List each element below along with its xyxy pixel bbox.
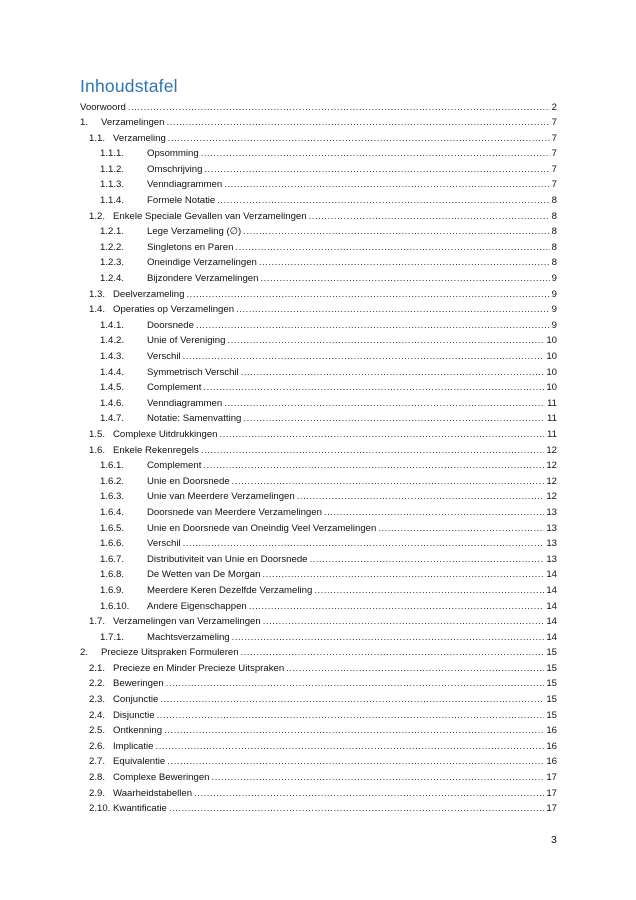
toc-entry-page: 16 xyxy=(546,756,557,768)
toc-entry-number: 1.1.4. xyxy=(100,195,125,207)
toc-entry-title[interactable]: Unie en Doorsnede xyxy=(147,475,230,487)
toc-entry[interactable] xyxy=(80,162,557,178)
toc-entry-page: 14 xyxy=(546,616,557,628)
toc-entry-title[interactable]: Implicatie xyxy=(113,740,154,752)
toc-entry-title[interactable]: Equivalentie xyxy=(113,756,166,768)
toc-entry[interactable] xyxy=(80,318,557,334)
toc-entry-page: 2 xyxy=(551,101,557,113)
toc-entry[interactable] xyxy=(80,645,557,661)
toc-entry-title[interactable]: Complexe Beweringen xyxy=(113,772,210,784)
dot-leader xyxy=(310,552,545,568)
toc-entry[interactable] xyxy=(80,146,557,162)
toc-entry-title[interactable]: Verzamelingen xyxy=(101,117,165,129)
toc-entry-page: 16 xyxy=(546,740,557,752)
dot-leader xyxy=(217,193,549,209)
toc-entry-page: 7 xyxy=(551,132,557,144)
toc-entry-number: 2.2. xyxy=(89,678,106,690)
toc-entry-number: 1.6.6. xyxy=(100,538,125,550)
toc-entry[interactable] xyxy=(80,349,557,365)
toc-entry-number: 1.6.7. xyxy=(100,553,125,565)
toc-entry-page: 12 xyxy=(546,491,557,503)
toc-entry[interactable] xyxy=(80,536,557,552)
dot-leader xyxy=(164,723,544,739)
toc-entry[interactable] xyxy=(80,552,557,568)
dot-leader xyxy=(224,396,545,412)
toc-entry[interactable] xyxy=(80,177,557,193)
toc-entry-title[interactable]: Enkele Rekenregels xyxy=(113,444,199,456)
toc-entry[interactable] xyxy=(80,380,557,396)
toc-entry-page: 17 xyxy=(546,803,557,815)
toc-entry[interactable] xyxy=(80,100,557,116)
toc-entry-title[interactable]: Disjunctie xyxy=(113,709,155,721)
toc-entry-page: 17 xyxy=(546,787,557,799)
toc-entry-number: 1.4.6. xyxy=(100,397,125,409)
toc-entry-number: 1.4.3. xyxy=(100,351,125,362)
toc-entry[interactable] xyxy=(80,614,557,630)
dot-leader xyxy=(201,443,544,459)
dot-leader xyxy=(262,567,544,583)
toc-entry-page: 15 xyxy=(546,709,557,721)
toc-entry-page: 13 xyxy=(546,522,557,534)
toc-entry-number: 1.6.10. xyxy=(100,600,130,612)
dot-leader xyxy=(309,209,550,225)
toc-entry-number: 2.5. xyxy=(89,725,106,737)
toc-entry-page: 15 xyxy=(546,678,557,690)
toc-entry-page: 17 xyxy=(546,772,557,784)
toc-entry[interactable] xyxy=(80,411,557,427)
toc-entry-page: 7 xyxy=(551,179,557,191)
toc-entry[interactable] xyxy=(80,692,557,708)
toc-entry[interactable] xyxy=(80,786,557,802)
toc-entry-page: 8 xyxy=(551,226,557,238)
toc-entry-number: 1.4.2. xyxy=(100,335,125,347)
toc-entry-title[interactable]: Andere Eigenschappen xyxy=(147,600,247,612)
toc-entry[interactable] xyxy=(80,489,557,505)
dot-leader xyxy=(196,318,550,334)
toc-entry-number: 1.2.4. xyxy=(100,273,125,285)
toc-entry-page: 10 xyxy=(546,366,557,378)
toc-entry-number: 1.6.2. xyxy=(100,475,125,487)
toc-entry-number: 1.2.2. xyxy=(100,241,125,253)
dot-leader xyxy=(203,458,544,474)
toc-entry[interactable] xyxy=(80,661,557,677)
dot-leader xyxy=(204,162,549,178)
toc-entry[interactable] xyxy=(80,708,557,724)
dot-leader xyxy=(259,255,550,271)
toc-entry-page: 7 xyxy=(551,163,557,175)
toc-entry-number: 2.6. xyxy=(89,740,106,752)
toc-entry-title[interactable]: Formele Notatie xyxy=(147,195,216,207)
toc-entry[interactable] xyxy=(80,474,557,490)
toc-entry[interactable] xyxy=(80,131,557,147)
toc-entry-page: 14 xyxy=(546,584,557,596)
toc-entry[interactable] xyxy=(80,209,557,225)
toc-entry-number: 2.8. xyxy=(89,772,106,784)
toc-entry[interactable] xyxy=(80,115,557,131)
toc-entry-title[interactable]: Enkele Speciale Gevallen van Verzamelingen xyxy=(113,210,307,222)
toc-entry-title[interactable]: Oneindige Verzamelingen xyxy=(147,257,257,269)
toc-entry-number: 1.2.3. xyxy=(100,257,125,269)
toc-entry-number: 1.1.1. xyxy=(100,148,125,160)
toc-entry-number: 1.1. xyxy=(89,132,106,144)
toc-entry-number: 1.6.9. xyxy=(100,584,125,596)
toc-entry[interactable] xyxy=(80,599,557,615)
toc-entry-title[interactable]: Voorwoord xyxy=(80,101,126,113)
toc-entry-number: 1.6.4. xyxy=(100,506,125,518)
toc-entry-title[interactable]: Machtsverzameling xyxy=(147,631,230,643)
dot-leader xyxy=(212,770,545,786)
dot-leader xyxy=(201,146,550,162)
toc-entry-page: 8 xyxy=(551,210,557,222)
dot-leader xyxy=(157,708,545,724)
dot-leader xyxy=(166,676,545,692)
toc-entry[interactable] xyxy=(80,287,557,303)
toc-entry-title[interactable]: Symmetrisch Verschil xyxy=(147,366,239,378)
toc-entry-title[interactable]: Meerdere Keren Dezelfde Verzameling xyxy=(147,584,313,596)
toc-entry-title[interactable]: Waarheidstabellen xyxy=(113,787,193,799)
toc-entry-page: 8 xyxy=(551,241,557,253)
toc-entry-page: 11 xyxy=(547,428,557,440)
toc-entry-title[interactable]: Unie en Doorsnede van Oneindig Veel Verzamelingen xyxy=(147,522,377,534)
toc-entry-page: 14 xyxy=(546,600,557,612)
toc-entry-number: 1.6.8. xyxy=(100,569,125,581)
toc-entry[interactable] xyxy=(80,583,557,599)
toc-entry-title[interactable]: Omschrijving xyxy=(147,163,203,175)
toc-entry[interactable] xyxy=(80,240,557,256)
toc-entry-number: 1.4. xyxy=(89,304,106,316)
dot-leader xyxy=(166,115,549,131)
dot-leader xyxy=(224,177,549,193)
toc-entry[interactable] xyxy=(80,739,557,755)
toc-entry[interactable] xyxy=(80,224,557,240)
dot-leader xyxy=(232,630,545,646)
dot-leader xyxy=(232,474,545,490)
dot-leader xyxy=(186,287,549,303)
toc-entry-title[interactable]: Operaties op Verzamelingen xyxy=(113,304,235,316)
toc-entry-title[interactable]: Precieze Uitspraken Formuleren xyxy=(101,647,239,659)
dot-leader xyxy=(128,100,550,116)
toc-entry[interactable] xyxy=(80,567,557,583)
toc-entry-title[interactable]: Singletons en Paren xyxy=(147,241,234,253)
page-number: 3 xyxy=(551,834,557,846)
dot-leader xyxy=(160,692,544,708)
toc-entry[interactable] xyxy=(80,271,557,287)
toc-entry[interactable] xyxy=(80,723,557,739)
toc-entry-number: 1.7.1. xyxy=(100,631,125,643)
toc-entry[interactable] xyxy=(80,443,557,459)
toc-entry-number: 1. xyxy=(80,117,89,129)
toc-entry-number: 2.1. xyxy=(89,662,106,674)
dot-leader xyxy=(227,333,544,349)
toc-entry[interactable] xyxy=(80,676,557,692)
toc-entry-title[interactable]: Doorsnede van Meerdere Verzamelingen xyxy=(147,506,322,518)
toc-entry[interactable] xyxy=(80,333,557,349)
toc-entry-number: 1.5. xyxy=(89,428,106,440)
dot-leader xyxy=(324,505,544,521)
toc-entry-title[interactable]: Complement xyxy=(147,460,202,472)
toc-entry-number: 1.4.7. xyxy=(100,413,125,425)
toc-entry-title[interactable]: Unie of Vereniging xyxy=(147,335,226,347)
dot-leader xyxy=(220,427,546,443)
dot-leader xyxy=(249,599,545,615)
toc-entry-title[interactable]: Distributiviteit van Unie en Doorsnede xyxy=(147,553,308,565)
toc-entry-number: 2.9. xyxy=(89,787,106,799)
toc-entry-title[interactable]: Verschil xyxy=(147,538,181,550)
toc-entry-title[interactable]: De Wetten van De Morgan xyxy=(147,569,261,581)
toc-entry-title[interactable]: Ontkenning xyxy=(113,725,163,737)
toc-entry-page: 10 xyxy=(546,335,557,347)
toc-entry[interactable] xyxy=(80,630,557,646)
toc-entry[interactable] xyxy=(80,365,557,381)
page-title: Inhoudstafel xyxy=(80,76,178,96)
toc-entry[interactable] xyxy=(80,458,557,474)
toc-entry-number: 1.2. xyxy=(89,210,106,222)
toc-entry[interactable] xyxy=(80,427,557,443)
dot-leader xyxy=(169,801,544,817)
toc-entry-number: 1.1.3. xyxy=(100,179,125,191)
toc-entry-page: 14 xyxy=(546,569,557,581)
toc-entry-page: 13 xyxy=(546,553,557,565)
dot-leader xyxy=(263,614,545,630)
toc-entry-page: 9 xyxy=(551,273,557,285)
toc-entry-number: 2.10. xyxy=(89,803,111,815)
toc-entry-page: 7 xyxy=(551,117,557,129)
dot-leader xyxy=(194,786,544,802)
toc-entry-page: 15 xyxy=(546,662,557,674)
dot-leader xyxy=(260,271,549,287)
toc-entry-title[interactable]: Opsomming xyxy=(147,148,199,160)
toc-entry[interactable] xyxy=(80,505,557,521)
toc-entry-page: 12 xyxy=(546,475,557,487)
toc-entry-page: 16 xyxy=(546,725,557,737)
dot-leader xyxy=(183,349,545,365)
dot-leader xyxy=(378,521,544,537)
table-of-contents xyxy=(80,100,557,817)
dot-leader xyxy=(167,754,544,770)
toc-entry-page: 12 xyxy=(546,444,557,456)
dot-leader xyxy=(236,302,550,318)
toc-entry-title[interactable]: Conjunctie xyxy=(113,694,159,706)
toc-entry-title[interactable]: Doorsnede xyxy=(147,319,194,331)
toc-entry-title[interactable]: Complexe Uitdrukkingen xyxy=(113,428,218,440)
toc-entry[interactable] xyxy=(80,302,557,318)
toc-entry-number: 1.1.2. xyxy=(100,163,125,175)
toc-entry-title[interactable]: Unie van Meerdere Verzamelingen xyxy=(147,491,295,503)
toc-entry-number: 1.4.1. xyxy=(100,319,125,331)
toc-entry[interactable] xyxy=(80,801,557,817)
toc-entry-number: 2.3. xyxy=(89,694,106,706)
toc-entry-number: 1.6.1. xyxy=(100,460,125,472)
toc-entry[interactable] xyxy=(80,521,557,537)
toc-entry-number: 2. xyxy=(80,647,89,659)
toc-entry-title[interactable]: Kwantificatie xyxy=(113,803,167,815)
dot-leader xyxy=(297,489,545,505)
toc-entry-page: 9 xyxy=(551,288,557,300)
dot-leader xyxy=(235,240,549,256)
toc-entry-page: 15 xyxy=(546,694,557,706)
toc-entry[interactable] xyxy=(80,396,557,412)
dot-leader xyxy=(183,536,545,552)
dot-leader xyxy=(168,131,550,147)
toc-entry-number: 1.3. xyxy=(89,288,106,300)
toc-entry-title[interactable]: Venndiagrammen xyxy=(147,179,223,191)
toc-entry[interactable] xyxy=(80,754,557,770)
toc-entry-title[interactable]: Verzamelingen van Verzamelingen xyxy=(113,616,261,628)
toc-entry-title[interactable]: Complement xyxy=(147,382,202,394)
toc-entry-title[interactable]: Bijzondere Verzamelingen xyxy=(147,273,259,285)
dot-leader xyxy=(241,365,545,381)
toc-entry-page: 9 xyxy=(551,304,557,316)
toc-entry-title[interactable]: Verzameling xyxy=(113,132,166,144)
toc-entry-title[interactable]: Lege Verzameling (∅) xyxy=(147,226,242,238)
toc-entry-number: 2.4. xyxy=(89,709,106,721)
toc-entry-page: 14 xyxy=(546,631,557,643)
toc-entry-page: 8 xyxy=(551,257,557,269)
dot-leader xyxy=(286,661,544,677)
toc-entry-page: 11 xyxy=(547,397,557,409)
toc-entry[interactable] xyxy=(80,770,557,786)
dot-leader xyxy=(203,380,544,396)
toc-entry-number: 2.7. xyxy=(89,756,106,768)
toc-entry-number: 1.6.3. xyxy=(100,491,125,503)
toc-entry-page: 12 xyxy=(546,460,557,472)
toc-entry-page: 8 xyxy=(551,195,557,207)
toc-entry-number: 1.6.5. xyxy=(100,522,125,534)
dot-leader xyxy=(156,739,545,755)
toc-entry-title[interactable]: Precieze en Minder Precieze Uitspraken xyxy=(113,662,285,674)
toc-entry-page: 15 xyxy=(546,647,557,659)
toc-entry-title[interactable]: Deelverzameling xyxy=(113,288,185,300)
toc-entry-page: 10 xyxy=(546,351,557,362)
dot-leader xyxy=(241,645,545,661)
toc-entry-number: 1.6. xyxy=(89,444,106,456)
toc-entry-page: 11 xyxy=(547,413,557,425)
toc-entry-page: 13 xyxy=(546,506,557,518)
toc-entry[interactable] xyxy=(80,255,557,271)
toc-entry-number: 1.2.1. xyxy=(100,226,125,238)
toc-entry-number: 1.7. xyxy=(89,616,106,628)
dot-leader xyxy=(243,411,545,427)
dot-leader xyxy=(243,224,549,240)
toc-entry-title[interactable]: Verschil xyxy=(147,351,181,362)
dot-leader xyxy=(314,583,544,599)
toc-entry-page: 13 xyxy=(546,538,557,550)
toc-entry-number: 1.4.5. xyxy=(100,382,125,394)
toc-entry-number: 1.4.4. xyxy=(100,366,125,378)
toc-entry-title[interactable]: Venndiagrammen xyxy=(147,397,223,409)
toc-entry-page: 7 xyxy=(551,148,557,160)
toc-entry-title[interactable]: Beweringen xyxy=(113,678,164,690)
toc-entry[interactable] xyxy=(80,193,557,209)
toc-entry-page: 10 xyxy=(546,382,557,394)
toc-entry-page: 9 xyxy=(551,319,557,331)
toc-entry-title[interactable]: Notatie: Samenvatting xyxy=(147,413,242,425)
